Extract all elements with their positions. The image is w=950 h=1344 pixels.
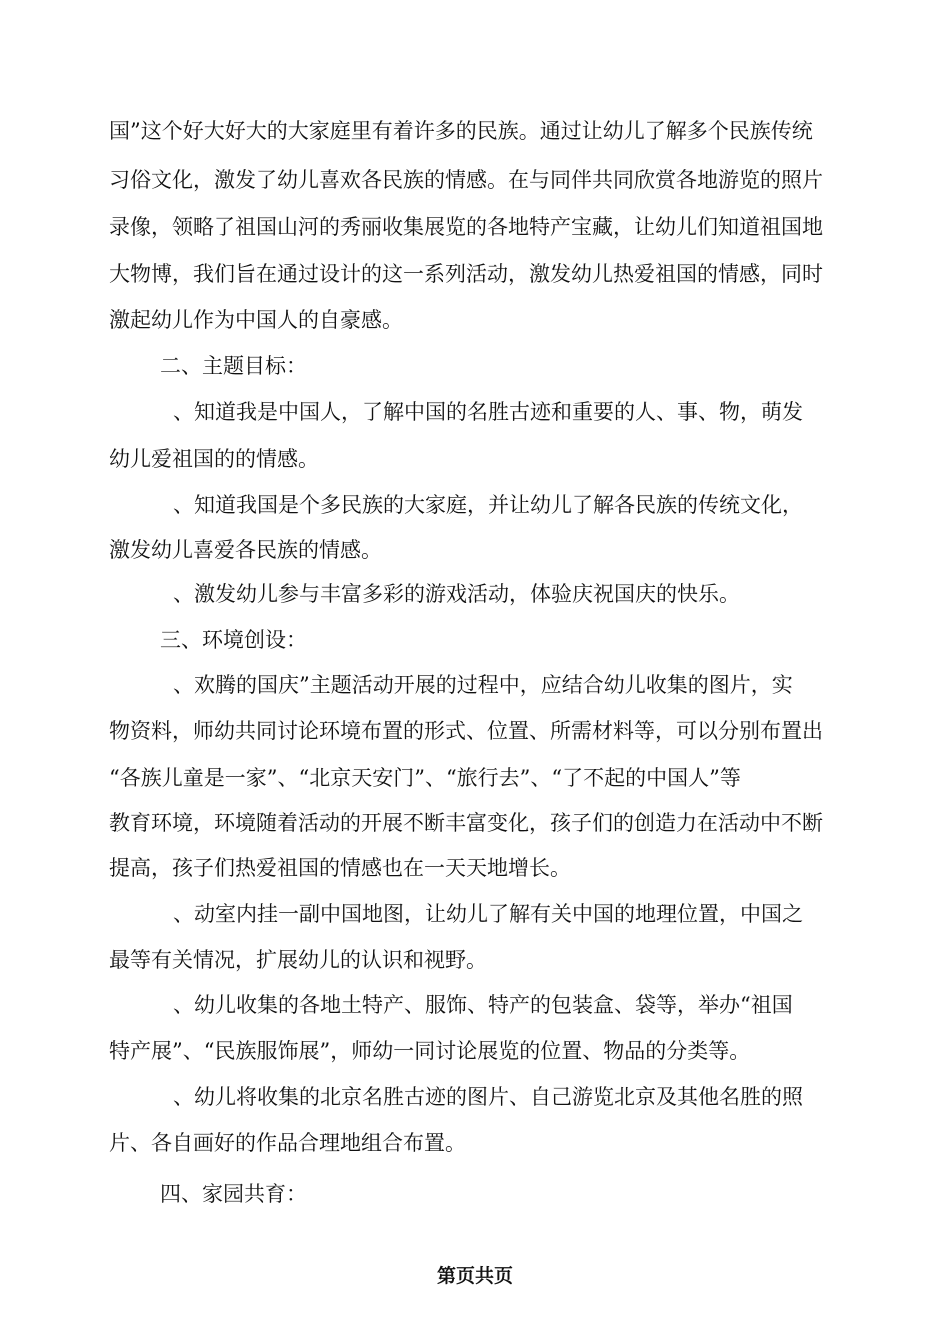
body-line: 国”这个好大好大的大家庭里有着许多的民族。通过让幼儿了解多个民族传统 xyxy=(109,119,813,143)
body-line: 提高，孩子们热爱祖国的情感也在一天天地增长。 xyxy=(109,856,571,880)
body-line: 幼儿爱祖国的的情感。 xyxy=(109,447,319,471)
body-line: 物资料，师幼共同讨论环境布置的形式、位置、所需材料等，可以分别布置出 xyxy=(109,719,823,743)
body-line: 、欢腾的国庆”主题活动开展的过程中，应结合幼儿收集的图片，实 xyxy=(173,673,793,697)
body-line: 、幼儿收集的各地土特产、服饰、特产的包装盒、袋等，举办“祖国 xyxy=(173,993,793,1017)
body-line: 大物博，我们旨在通过设计的这一系列活动，激发幼儿热爱祖国的情感，同时 xyxy=(109,262,823,286)
body-line: 、激发幼儿参与丰富多彩的游戏活动，体验庆祝国庆的快乐。 xyxy=(173,582,740,606)
body-line: 激起幼儿作为中国人的自豪感。 xyxy=(109,308,403,332)
section-heading-home-school: 四、家园共育： xyxy=(160,1182,307,1206)
body-line: 习俗文化，激发了幼儿喜欢各民族的情感。在与同伴共同欣赏各地游览的照片 xyxy=(109,168,823,192)
body-line: 、知道我国是个多民族的大家庭，并让幼儿了解各民族的传统文化， xyxy=(173,493,803,517)
body-line: 最等有关情况，扩展幼儿的认识和视野。 xyxy=(109,948,487,972)
body-line: 片、各自画好的作品合理地组合布置。 xyxy=(109,1131,466,1155)
body-line: 、知道我是中国人，了解中国的名胜古迹和重要的人、事、物，萌发 xyxy=(173,400,803,424)
body-line: 、动室内挂一副中国地图，让幼儿了解有关中国的地理位置，中国之 xyxy=(173,902,803,926)
section-heading-environment: 三、环境创设： xyxy=(160,628,307,652)
body-line: 、幼儿将收集的北京名胜古迹的图片、自己游览北京及其他名胜的照 xyxy=(173,1085,803,1109)
body-line: 特产展”、“民族服饰展”，师幼一同讨论展览的位置、物品的分类等。 xyxy=(109,1039,751,1063)
body-line: 录像，领略了祖国山河的秀丽收集展览的各地特产宝藏，让幼儿们知道祖国地 xyxy=(109,215,823,239)
body-line: 激发幼儿喜爱各民族的情感。 xyxy=(109,538,382,562)
page-footer: 第页共页 xyxy=(436,1265,513,1287)
body-line: “各族儿童是一家”、“北京天安门”、“旅行去”、“了不起的中国人”等 xyxy=(109,766,741,790)
body-line: 教育环境，环境随着活动的开展不断丰富变化，孩子们的创造力在活动中不断 xyxy=(109,811,823,835)
section-heading-goals: 二、主题目标： xyxy=(160,354,307,378)
